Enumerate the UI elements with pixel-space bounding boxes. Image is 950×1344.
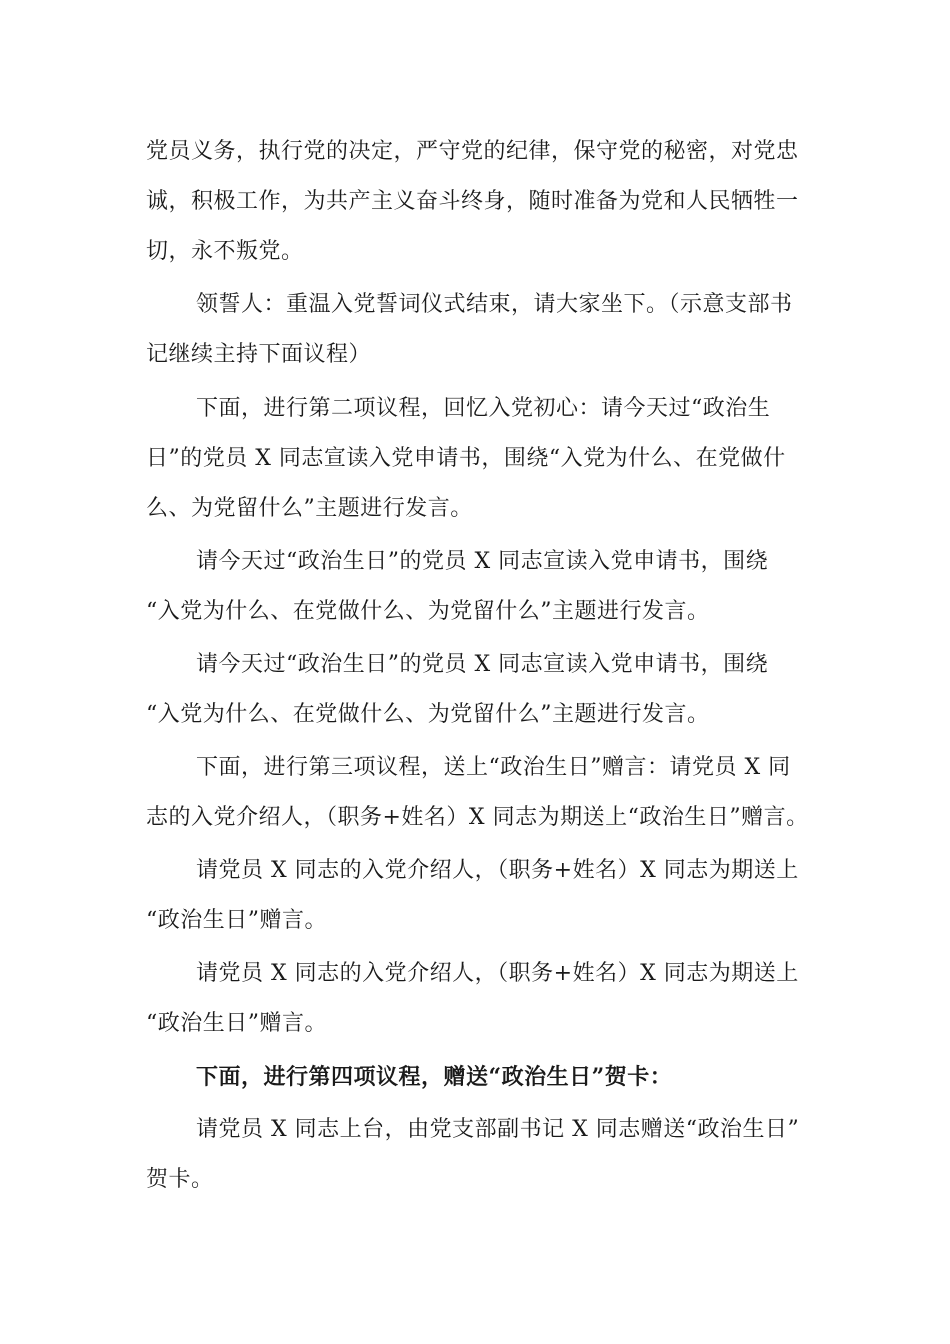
paragraph-10-line-1: 请党员 X 同志上台，由党支部副书记 X 同志赠送“政治生日” [196, 1117, 800, 1142]
paragraph-6-line-1: 下面，进行第三项议程，送上“政治生日”赠言：请党员 X 同 [196, 755, 791, 780]
paragraph-3-line-3: 么、为党留什么”主题进行发言。 [146, 496, 473, 521]
paragraph-4-line-2: “入党为什么、在党做什么、为党留什么”主题进行发言。 [146, 599, 710, 624]
paragraph-3-line-1: 下面，进行第二项议程，回忆入党初心：请今天过“政治生 [196, 396, 771, 421]
paragraph-7-line-1: 请党员 X 同志的入党介绍人，（职务+姓名）X 同志为期送上 [196, 858, 799, 883]
paragraph-5-line-1: 请今天过“政治生日”的党员 X 同志宣读入党申请书，围绕 [196, 652, 769, 677]
section-heading-agenda-4: 下面，进行第四项议程，赠送“政治生日”贺卡： [196, 1064, 673, 1090]
paragraph-7-line-2: “政治生日”赠言。 [146, 908, 327, 933]
paragraph-1-line-2: 诚，积极工作，为共产主义奋斗终身，随时准备为党和人民牺牲一 [146, 189, 799, 214]
paragraph-2-line-1: 领誓人：重温入党誓词仪式结束，请大家坐下。（示意支部书 [196, 292, 793, 317]
paragraph-1-line-1: 党员义务，执行党的决定，严守党的纪律，保守党的秘密，对党忠 [146, 139, 799, 164]
paragraph-2-line-2: 记继续主持下面议程） [146, 342, 372, 367]
paragraph-10-line-2: 贺卡。 [146, 1167, 214, 1192]
paragraph-6-line-2: 志的入党介绍人，（职务+姓名）X 同志为期送上“政治生日”赠言。 [146, 805, 809, 830]
paragraph-8-line-1: 请党员 X 同志的入党介绍人，（职务+姓名）X 同志为期送上 [196, 961, 799, 986]
paragraph-3-line-2: 日”的党员 X 同志宣读入党申请书，围绕“入党为什么、在党做什 [146, 446, 786, 471]
paragraph-5-line-2: “入党为什么、在党做什么、为党留什么”主题进行发言。 [146, 702, 710, 727]
paragraph-8-line-2: “政治生日”赠言。 [146, 1011, 327, 1036]
paragraph-4-line-1: 请今天过“政治生日”的党员 X 同志宣读入党申请书，围绕 [196, 549, 769, 574]
paragraph-1-line-3: 切，永不叛党。 [146, 239, 304, 264]
